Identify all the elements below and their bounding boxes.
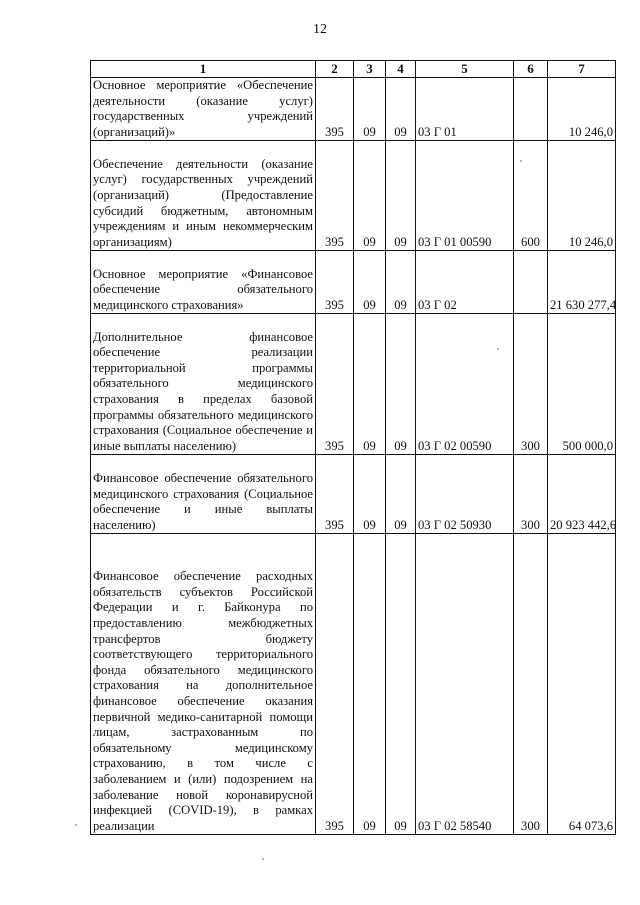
cell-target-article: 03 Г 02 58540	[416, 534, 514, 835]
row-name: Финансовое обеспечение обязательного медицинского страхования (Социальное обеспечение и иные выплаты населению)	[91, 455, 316, 534]
page-number: 12	[313, 22, 327, 37]
table-row	[91, 314, 616, 455]
row-name: Дополнительное финансовое обеспечение реализации территориальной программы обязательного медицинского страхования в пределах базовой программы обязательного медицинского страхования (Социальное обеспечение и иные выплаты населению)	[91, 314, 316, 455]
cell-expense-type: 300	[514, 314, 548, 455]
column-header: 5	[416, 61, 514, 78]
cell-ministry-code: 395	[316, 251, 354, 314]
scan-speck	[262, 858, 264, 860]
table-row	[91, 455, 616, 534]
cell-section: 09	[354, 251, 386, 314]
cell-subsection: 09	[386, 455, 416, 534]
column-header: 1	[91, 61, 316, 78]
column-header: 2	[316, 61, 354, 78]
cell-amount: 10 246,0	[548, 78, 616, 141]
cell-target-article: 03 Г 02	[416, 251, 514, 314]
cell-expense-type: 300	[514, 534, 548, 835]
cell-ministry-code: 395	[316, 314, 354, 455]
cell-target-article: 03 Г 01	[416, 78, 514, 141]
row-name: Обеспечение деятельности (оказание услуг) государственных учреждений (организаций) (Предоставление субсидий бюджетным, автономным учреждениям и иным некоммерческим организациям)	[91, 141, 316, 251]
column-header: 6	[514, 61, 548, 78]
cell-target-article: 03 Г 02 50930	[416, 455, 514, 534]
cell-target-article: 03 Г 02 00590	[416, 314, 514, 455]
table-row	[91, 534, 616, 835]
cell-section: 09	[354, 78, 386, 141]
cell-expense-type	[514, 251, 548, 314]
cell-amount: 10 246,0	[548, 141, 616, 251]
cell-section: 09	[354, 534, 386, 835]
cell-ministry-code: 395	[316, 534, 354, 835]
table-row	[91, 141, 616, 251]
column-header: 7	[548, 61, 616, 78]
table-header-row	[91, 61, 616, 78]
cell-subsection: 09	[386, 251, 416, 314]
cell-subsection: 09	[386, 141, 416, 251]
cell-expense-type	[514, 78, 548, 141]
cell-ministry-code: 395	[316, 455, 354, 534]
column-header: 4	[386, 61, 416, 78]
cell-expense-type: 600	[514, 141, 548, 251]
column-header: 3	[354, 61, 386, 78]
scan-speck	[497, 348, 499, 350]
cell-target-article: 03 Г 01 00590	[416, 141, 514, 251]
cell-amount: 64 073,6	[548, 534, 616, 835]
cell-ministry-code: 395	[316, 141, 354, 251]
cell-expense-type: 300	[514, 455, 548, 534]
cell-subsection: 09	[386, 534, 416, 835]
cell-subsection: 09	[386, 314, 416, 455]
row-name: Финансовое обеспечение расходных обязательств субъектов Российской Федерации и г. Байконура по предоставлению межбюджетных трансфертов бюджету соответствующего территориального фонда обязательного медицинского страхования на дополнительное финансовое обеспечение оказания первичной медико-санитарной помощи лицам, застрахованным по обязательному медицинскому страхованию, в том числе с заболеванием и (или) подозрением на заболевание новой коронавирусной инфекцией (COVID-19), в рамках реализации	[91, 534, 316, 835]
cell-subsection: 09	[386, 78, 416, 141]
cell-amount: 20 923 442,6	[548, 455, 616, 534]
cell-section: 09	[354, 314, 386, 455]
table-row	[91, 78, 616, 141]
cell-amount: 21 630 277,4	[548, 251, 616, 314]
row-name: Основное мероприятие «Финансовое обеспечение обязательного медицинского страхования»	[91, 251, 316, 314]
scan-speck	[75, 824, 77, 826]
cell-section: 09	[354, 141, 386, 251]
cell-ministry-code: 395	[316, 78, 354, 141]
row-name: Основное мероприятие «Обеспечение деятельности (оказание услуг) государственных учреждений (организаций)»	[91, 78, 316, 141]
table-row	[91, 251, 616, 314]
scan-speck	[520, 160, 522, 162]
cell-amount: 500 000,0	[548, 314, 616, 455]
budget-table	[90, 60, 616, 835]
cell-section: 09	[354, 455, 386, 534]
